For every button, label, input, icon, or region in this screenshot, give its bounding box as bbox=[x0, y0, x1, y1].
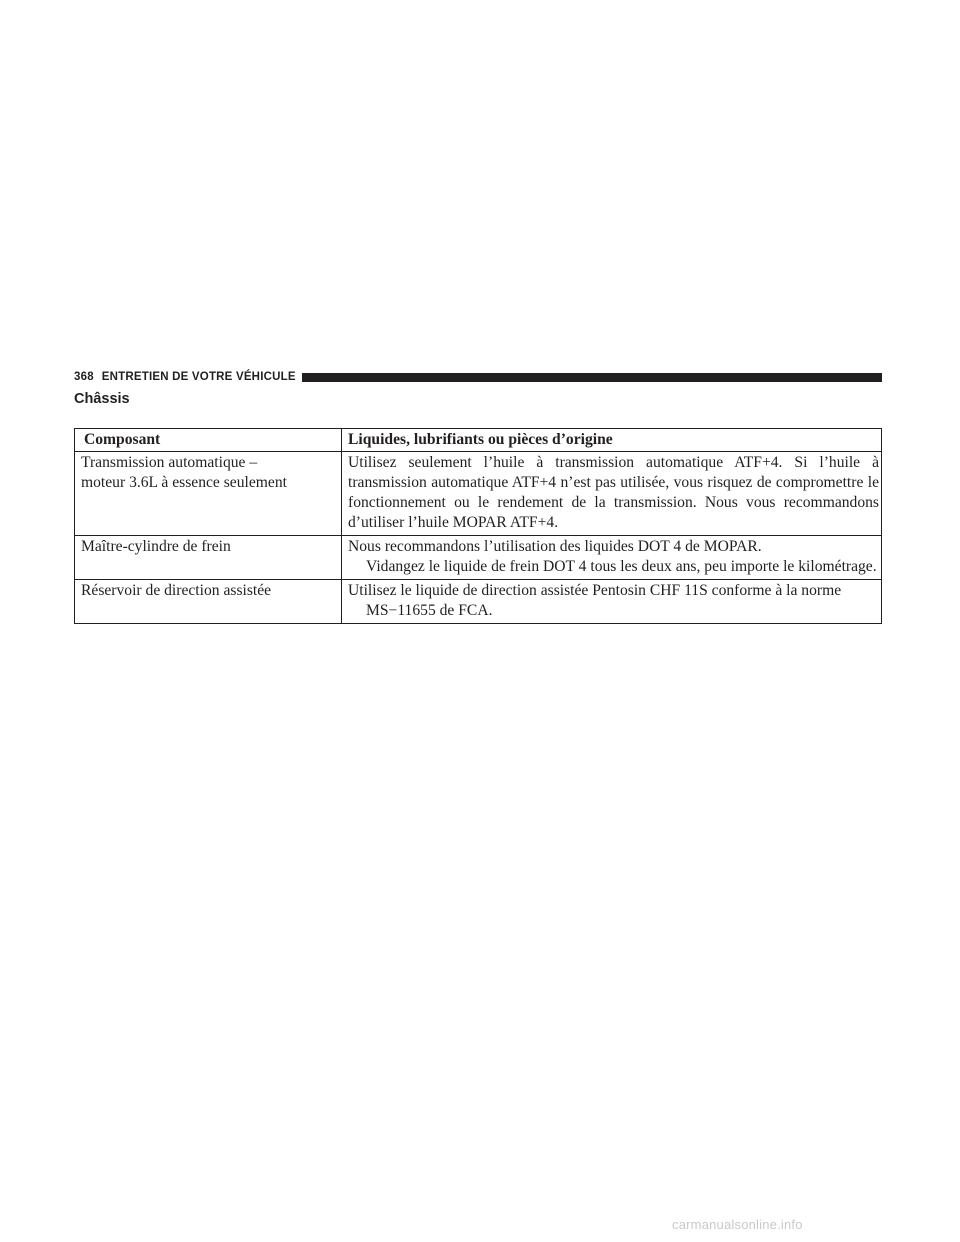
spec-text: Utilisez seulement l’huile à transmission automatique ATF+4. Si l’huile à transmission automatique ATF+4 n’est pas utilisée, vous risquez de compromettre le fonctionnement ou le rendement de la transmission. Nous vous recommandons d’utiliser l’huile MOPAR ATF+4. bbox=[348, 454, 879, 531]
page-header bbox=[74, 368, 882, 386]
spec-text-continued: MS−11655 de FCA. bbox=[366, 602, 493, 619]
component-line: Maître-cylindre de frein bbox=[81, 538, 231, 555]
column-header-fluids: Liquides, lubrifiants ou pièces d’origine bbox=[342, 429, 882, 452]
fluids-table bbox=[74, 428, 882, 624]
watermark-logo: carmanualsonline.info bbox=[672, 1217, 803, 1232]
spec-cell bbox=[342, 536, 882, 580]
column-header-component: Composant bbox=[75, 429, 342, 452]
header-rule bbox=[302, 373, 882, 382]
component-line: moteur 3.6L à essence seulement bbox=[81, 474, 287, 491]
spec-text-continued: Vidangez le liquide de frein DOT 4 tous les deux ans, peu importe le kilométrage. bbox=[366, 558, 877, 575]
table-row bbox=[75, 580, 882, 624]
component-line: Transmission automatique – bbox=[81, 454, 258, 471]
spec-text: Nous recommandons l’utilisation des liquides DOT 4 de MOPAR. bbox=[348, 538, 762, 555]
page-number: 368 bbox=[74, 371, 94, 383]
spec-text: Utilisez le liquide de direction assistée Pentosin CHF 11S conforme à la norme bbox=[348, 582, 842, 599]
page-title: Châssis bbox=[74, 391, 130, 407]
section-title: ENTRETIEN DE VOTRE VÉHICULE bbox=[101, 371, 296, 383]
component-line: Réservoir de direction assistée bbox=[81, 582, 272, 599]
table-header-row bbox=[75, 429, 882, 452]
component-cell bbox=[75, 580, 342, 624]
component-cell bbox=[75, 536, 342, 580]
component-cell bbox=[75, 452, 342, 536]
table-row bbox=[75, 452, 882, 536]
spec-cell bbox=[342, 580, 882, 624]
table-row bbox=[75, 536, 882, 580]
spec-cell bbox=[342, 452, 882, 536]
